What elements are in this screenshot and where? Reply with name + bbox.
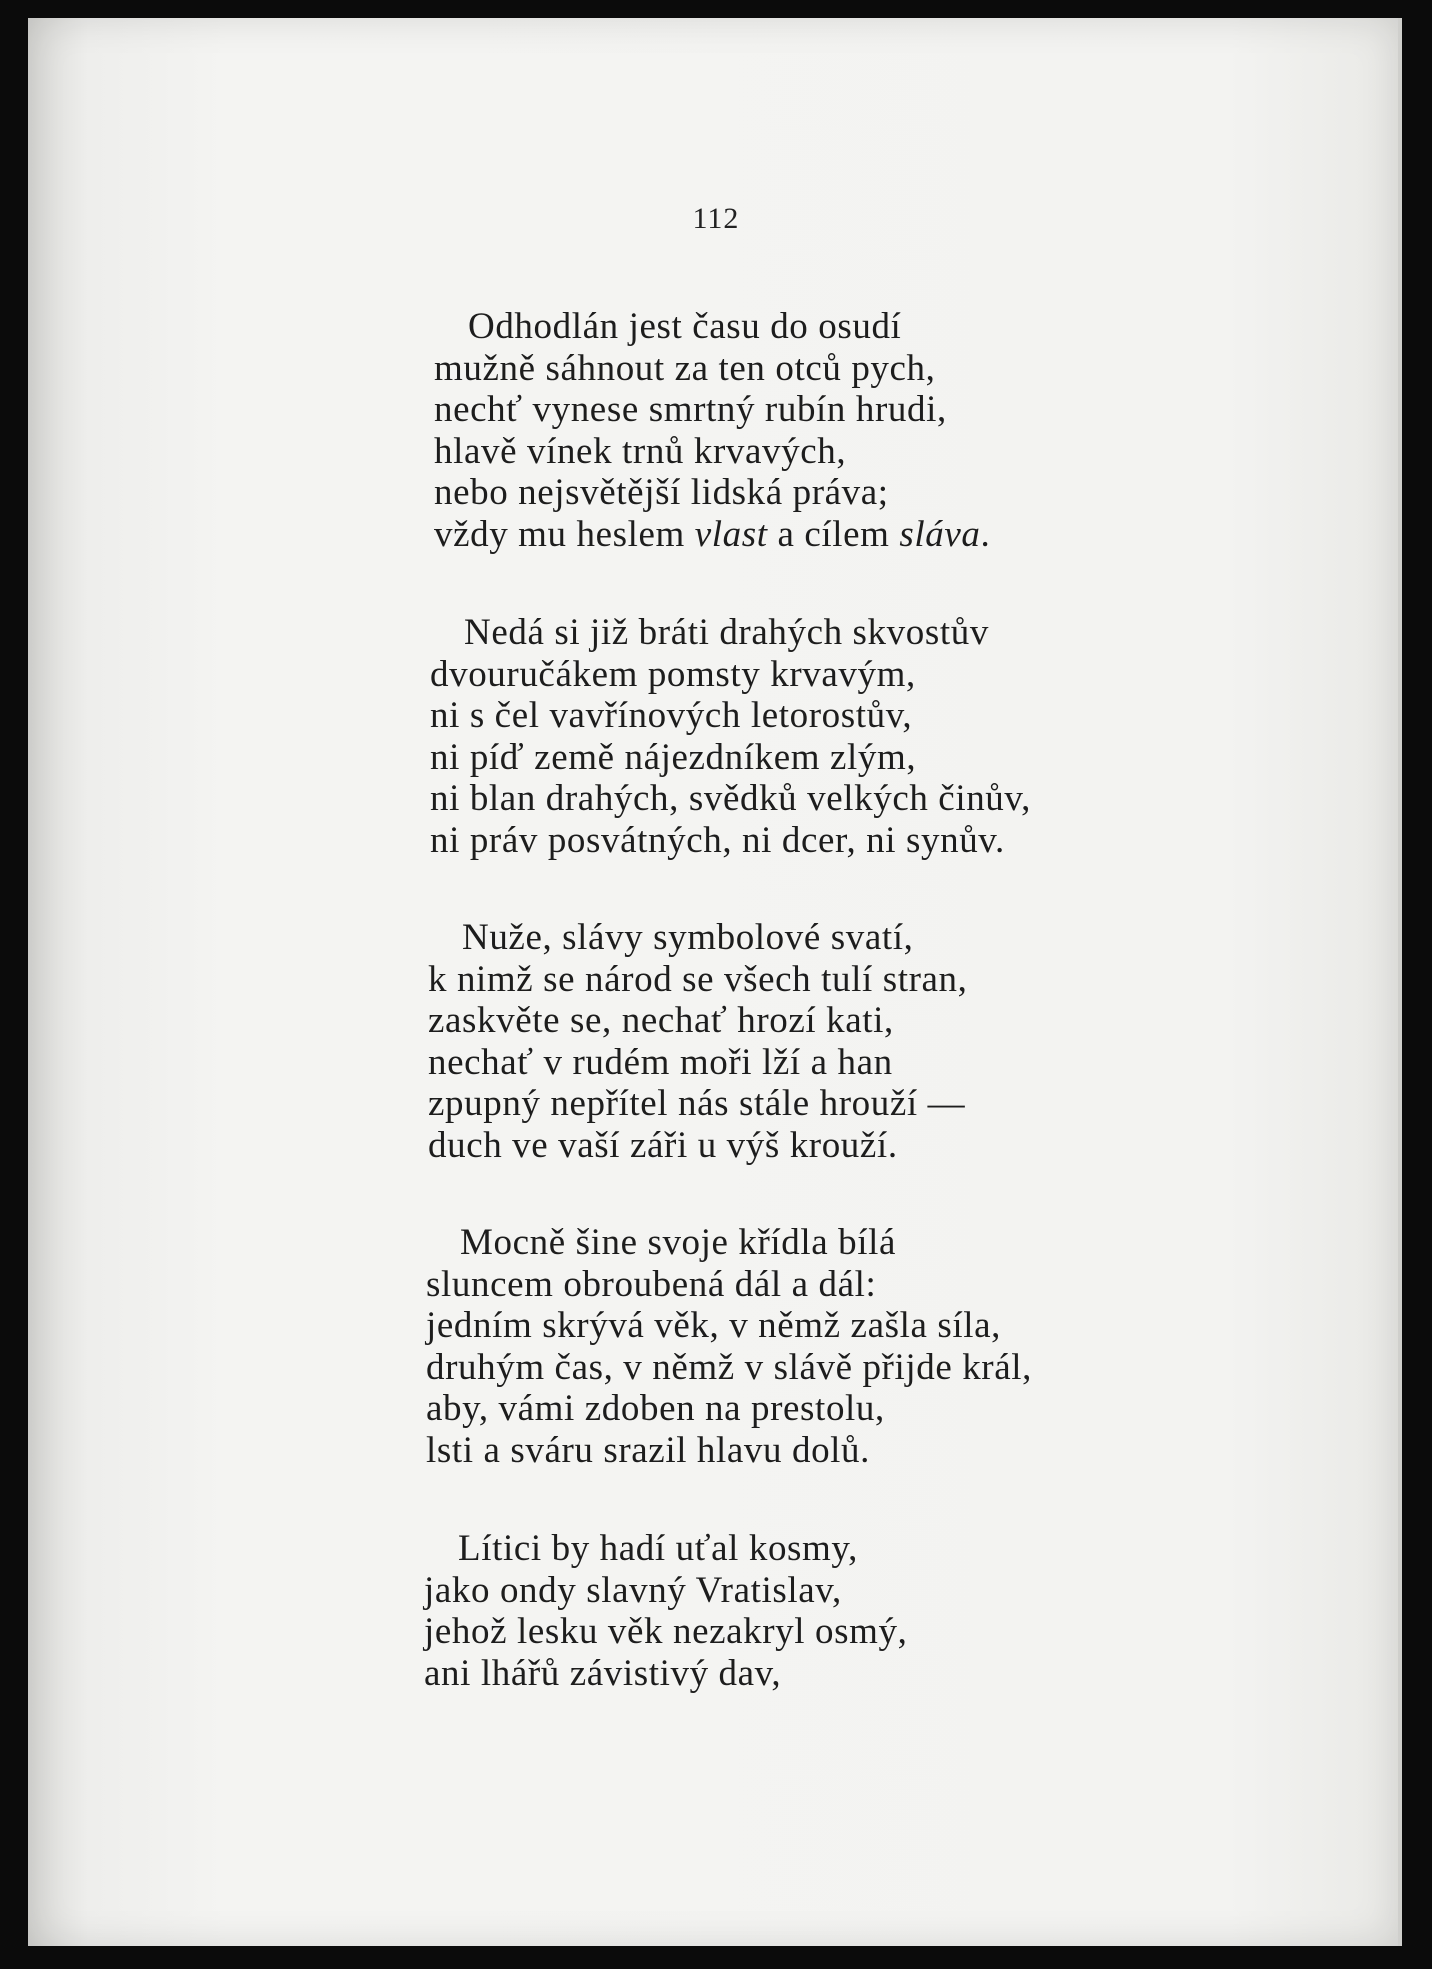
stanza-4: [426, 1222, 1032, 1471]
verse-line: lsti a sváru srazil hlavu dolů.: [426, 1429, 871, 1471]
italic-word: sláva: [899, 513, 981, 555]
verse-line: zpupný nepřítel nás stále hrouží —: [428, 1083, 966, 1124]
verse-text: vždy mu heslem: [434, 513, 695, 555]
verse-line: jedním skrývá věk, v němž zašla síla,: [426, 1305, 1001, 1346]
stanza-5: [424, 1528, 907, 1694]
verse-line: hlavě vínek trnů krvavých,: [434, 430, 847, 472]
stanza-2: [430, 612, 1031, 861]
verse-text: .: [980, 513, 991, 555]
verse-text: a cílem: [767, 513, 900, 555]
verse-line: Lítici by hadí uťal kosmy,: [458, 1528, 858, 1569]
verse-line: ni práv posvátných, ni dcer, ni synův.: [430, 819, 1005, 861]
page-edge: [1398, 18, 1402, 1946]
verse-line: dvouručákem pomsty krvavým,: [430, 653, 916, 695]
verse-line: aby, vámi zdoben na prestolu,: [426, 1388, 885, 1429]
stanza-1: [434, 306, 990, 555]
verse-line: Odhodlán jest času do osudí: [468, 306, 902, 347]
verse-line: zaskvěte se, nechať hrozí kati,: [428, 1000, 894, 1041]
verse-line: ni píď země nájezdníkem zlým,: [430, 736, 917, 778]
verse-line: nebo nejsvětější lidská práva;: [434, 472, 889, 513]
page-number: 112: [692, 202, 740, 235]
stanza-3: [428, 917, 967, 1166]
verse-line: Nuže, slávy symbolové svatí,: [462, 917, 914, 958]
verse-line: nechť vynese smrtný rubín hrudi,: [434, 389, 947, 430]
verse-line: ni s čel vavřínových letorostův,: [430, 695, 913, 736]
verse-line: [434, 514, 990, 556]
verse-line: ni blan drahých, svědků velkých činův,: [430, 778, 1031, 819]
verse-line: k nimž se národ se všech tulí stran,: [428, 958, 968, 1000]
italic-word: vlast: [694, 513, 768, 555]
verse-line: Mocně šine svoje křídla bílá: [460, 1222, 897, 1263]
verse-line: sluncem obroubená dál a dál:: [426, 1263, 877, 1305]
verse-line: nechať v rudém moři lží a han: [428, 1041, 893, 1083]
verse-line: jehož lesku věk nezakryl osmý,: [424, 1611, 908, 1652]
verse-line: mužně sáhnout za ten otců pych,: [434, 347, 936, 389]
verse-line: ani lhářů závistivý dav,: [424, 1652, 782, 1694]
verse-line: jako ondy slavný Vratislav,: [424, 1569, 842, 1611]
verse-line: duch ve vaší záři u výš krouží.: [428, 1124, 898, 1166]
verse-line: druhým čas, v němž v slávě přijde král,: [426, 1346, 1032, 1388]
verse-line: Nedá si již bráti drahých skvostův: [464, 612, 989, 653]
